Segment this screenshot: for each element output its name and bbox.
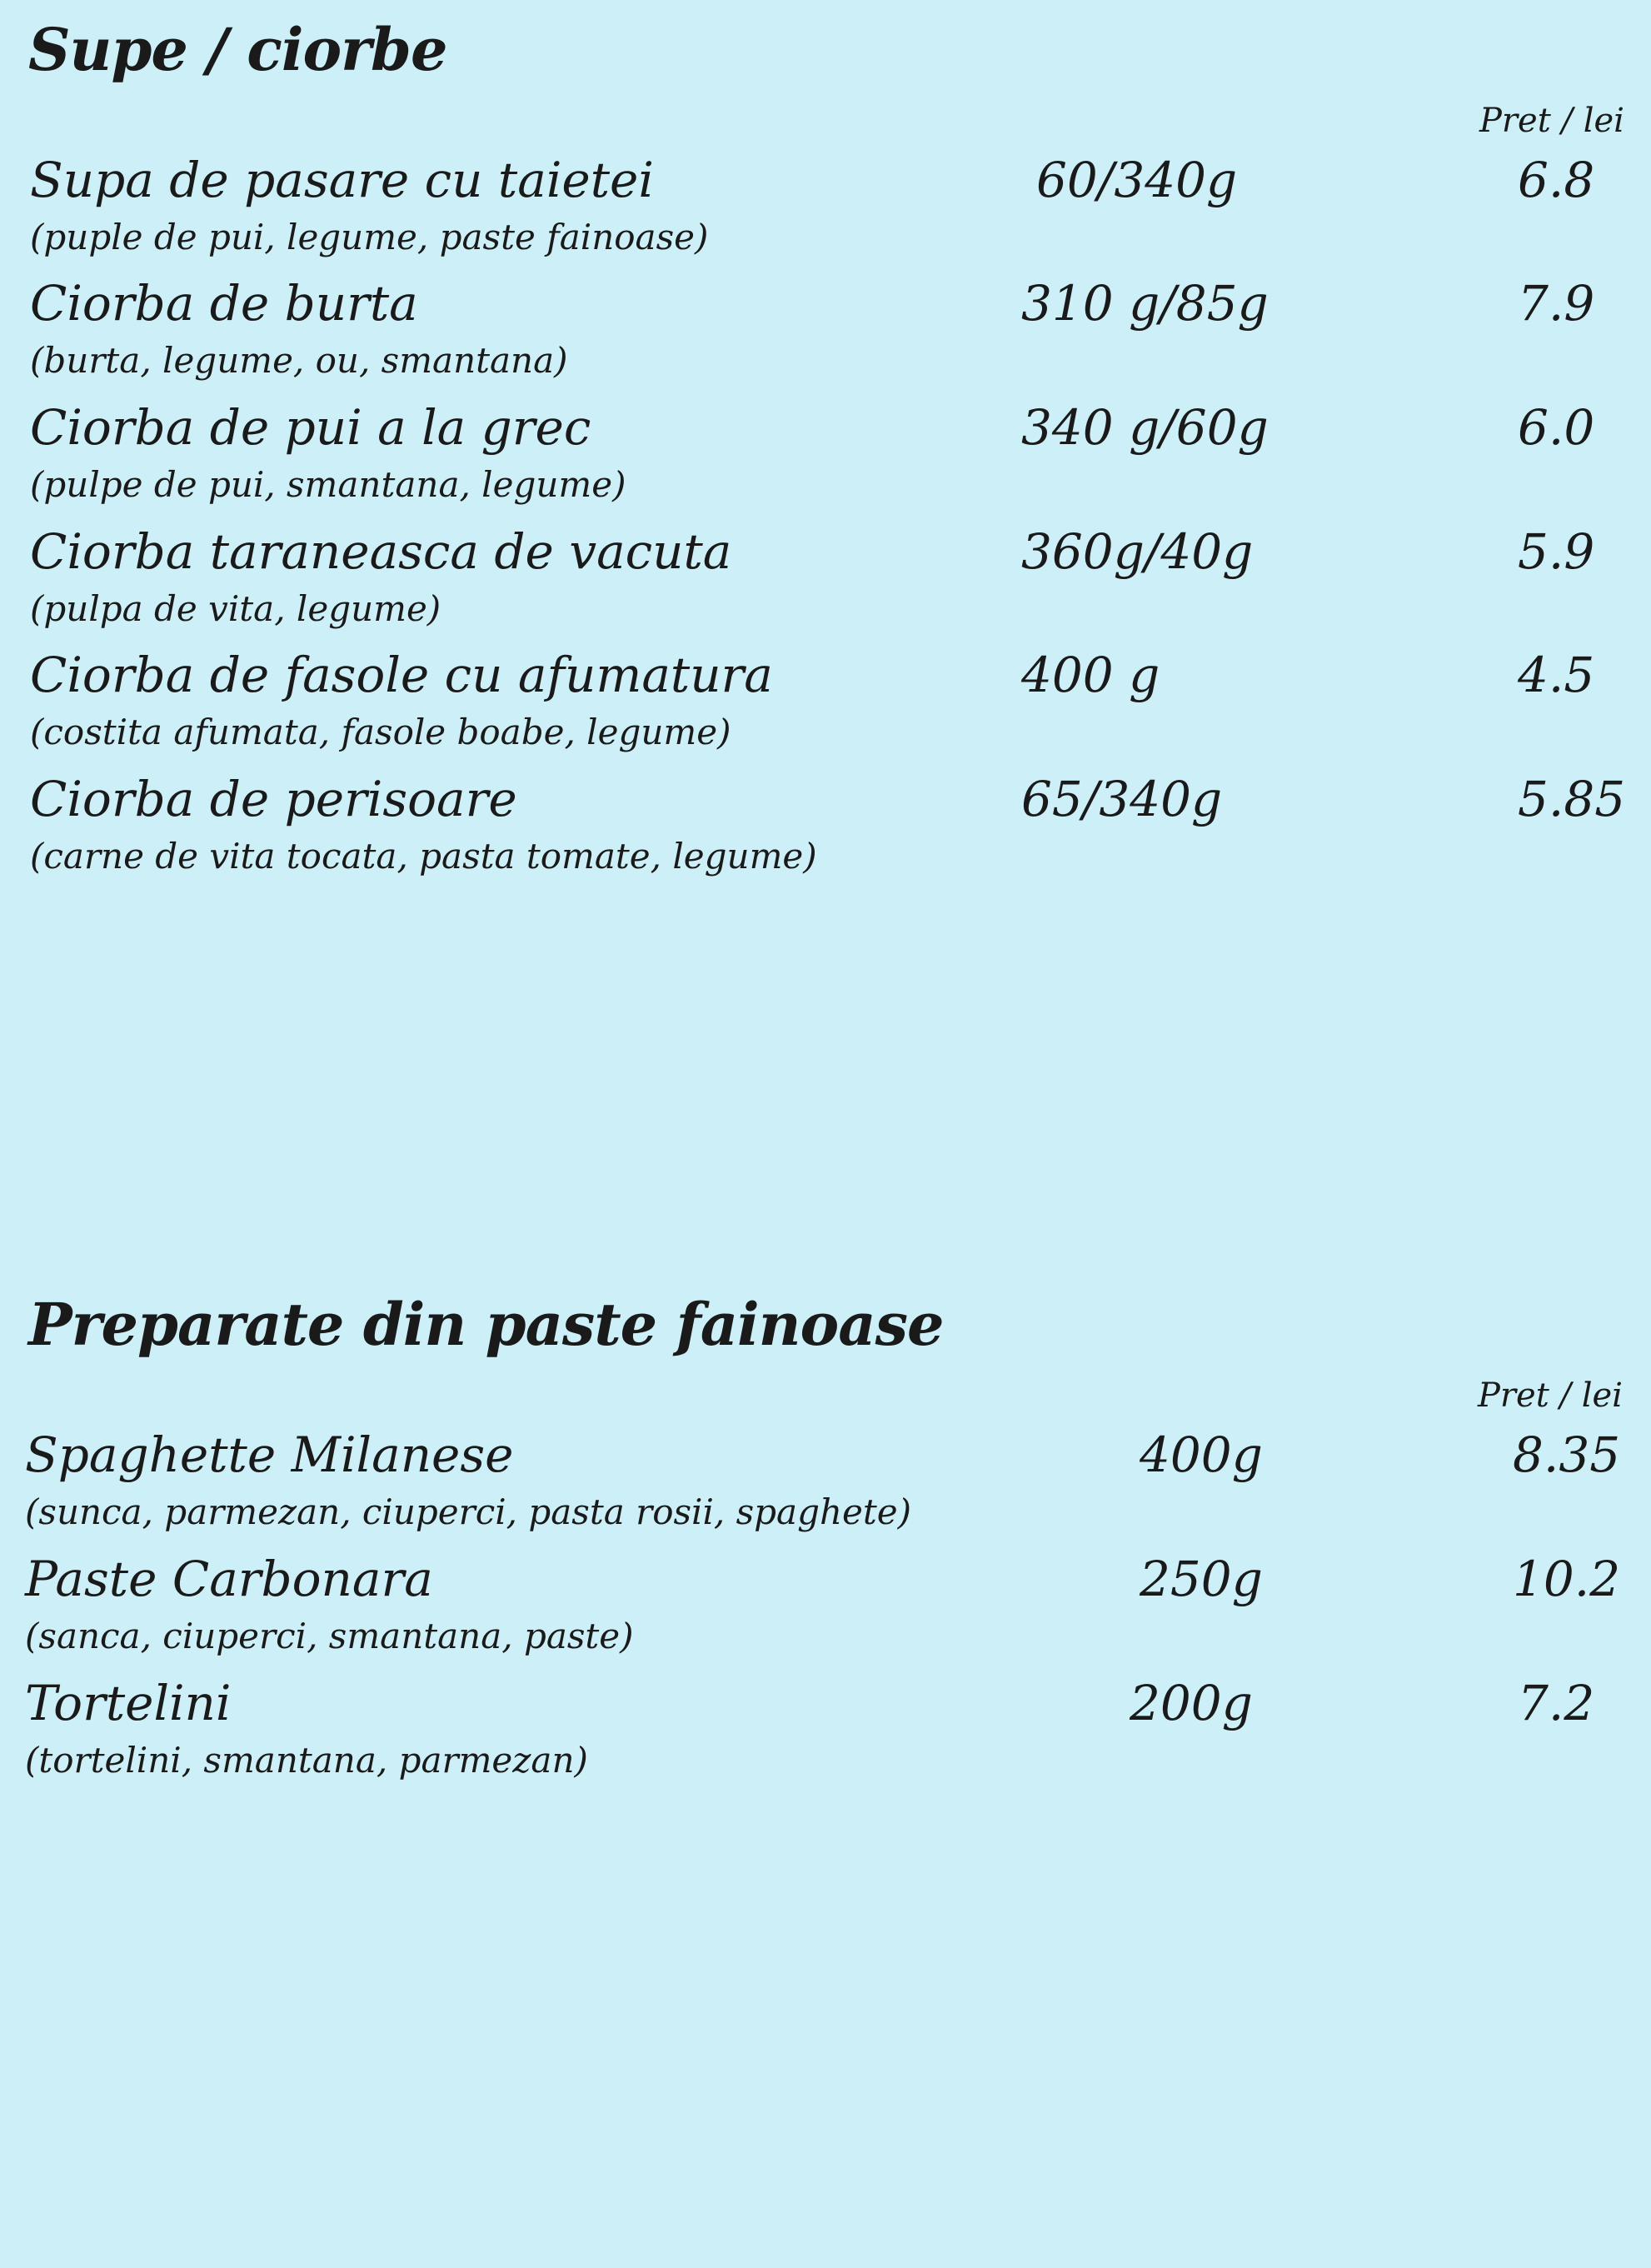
item-weight: 250g <box>1140 1551 1263 1607</box>
menu-item <box>0 645 1651 768</box>
item-price: 6.8 <box>1518 152 1595 208</box>
item-price: 10.2 <box>1513 1551 1621 1607</box>
item-weight: 340 g/60g <box>1021 399 1269 456</box>
item-weight: 360g/40g <box>1021 523 1254 580</box>
item-name: Paste Carbonara <box>25 1551 433 1607</box>
item-weight: 65/340g <box>1021 771 1223 827</box>
item-description: (pulpa de vita, legume) <box>30 588 441 629</box>
item-price: 5.85 <box>1518 771 1626 827</box>
section-title: Supe / ciorbe <box>28 15 447 84</box>
item-weight: 60/340g <box>1036 152 1238 208</box>
menu-item <box>0 1549 1651 1672</box>
item-name: Ciorba de fasole cu afumatura <box>30 647 773 703</box>
item-price: 8.35 <box>1513 1426 1621 1483</box>
item-price: 7.9 <box>1518 275 1595 332</box>
item-name: Ciorba taraneasca de vacuta <box>30 523 732 580</box>
item-name: Ciorba de perisoare <box>30 771 517 827</box>
price-column-header: Pret / lei <box>1479 102 1624 140</box>
menu-item <box>0 769 1651 892</box>
item-weight: 400 g <box>1021 647 1160 703</box>
item-weight: 200g <box>1130 1675 1253 1731</box>
item-description: (burta, legume, ou, smantana) <box>30 340 568 381</box>
menu-item <box>0 522 1651 645</box>
item-description: (pulpe de pui, smantana, legume) <box>30 464 626 505</box>
item-price: 6.0 <box>1518 399 1595 456</box>
menu-item <box>0 1673 1651 1796</box>
item-description: (tortelini, smantana, parmezan) <box>25 1740 588 1781</box>
menu-item <box>0 397 1651 521</box>
item-description: (carne de vita tocata, pasta tomate, legume) <box>30 836 817 877</box>
item-price: 7.2 <box>1518 1675 1595 1731</box>
section-title: Preparate din paste fainoase <box>28 1290 944 1359</box>
item-name: Supa de pasare cu taietei <box>30 152 654 208</box>
item-name: Ciorba de pui a la grec <box>30 399 591 456</box>
item-weight: 310 g/85g <box>1021 275 1269 332</box>
price-column-header: Pret / lei <box>1478 1376 1623 1415</box>
menu-item <box>0 273 1651 397</box>
item-description: (sunca, parmezan, ciuperci, pasta rosii, spaghete) <box>25 1491 912 1532</box>
item-description: (sanca, ciuperci, smantana, paste) <box>25 1616 634 1656</box>
item-price: 4.5 <box>1518 647 1595 703</box>
item-description: (costita afumata, fasole boabe, legume) <box>30 712 731 752</box>
item-price: 5.9 <box>1518 523 1595 580</box>
item-description: (puple de pui, legume, paste fainoase) <box>30 217 709 257</box>
item-name: Spaghette Milanese <box>25 1426 514 1483</box>
item-weight: 400g <box>1140 1426 1263 1483</box>
item-name: Tortelini <box>25 1675 232 1731</box>
item-name: Ciorba de burta <box>30 275 418 332</box>
menu-item <box>0 150 1651 273</box>
menu-item <box>0 1425 1651 1548</box>
